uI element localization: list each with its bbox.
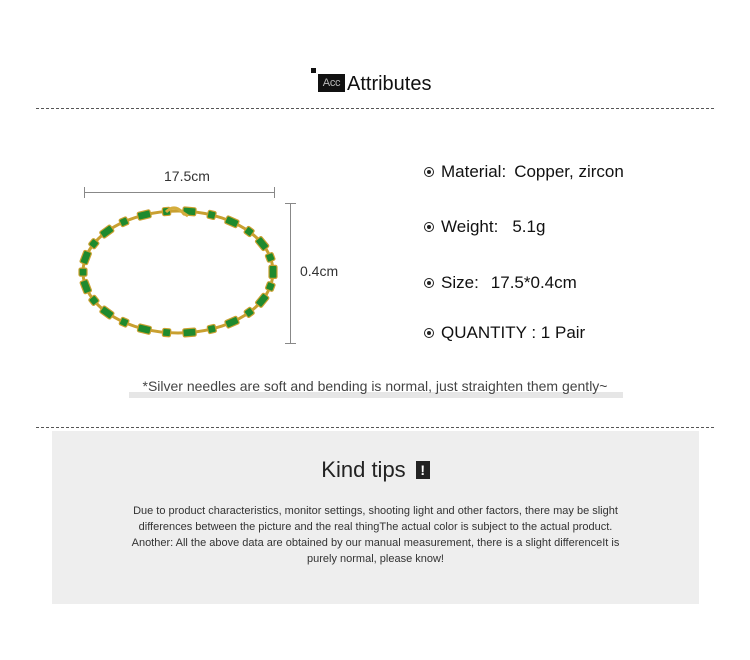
gem-stone	[80, 250, 92, 265]
height-dimension-label: 0.4cm	[300, 263, 339, 279]
spec-size-key: Size:	[441, 273, 479, 292]
tips-line: Due to product characteristics, monitor settings, shooting light and other factors, there may be slight	[133, 505, 618, 517]
tips-line: purely normal, please know!	[307, 553, 444, 565]
gem-stone	[79, 268, 87, 276]
header-decoration-dot	[311, 68, 316, 73]
bullet-icon	[424, 222, 434, 232]
gem-stone	[265, 252, 275, 262]
bracelet-image	[78, 200, 284, 346]
bullet-icon	[424, 167, 434, 177]
spec-quantity-key: QUANTITY : 1 Pair	[441, 323, 586, 342]
gem-stone	[119, 317, 130, 328]
gem-stone	[183, 328, 197, 337]
tips-line: differences between the picture and the real thingThe actual color is subject to the actual product.	[138, 521, 613, 533]
spec-weight	[424, 214, 545, 240]
width-dimension-label: 17.5cm	[164, 168, 210, 184]
spec-material	[424, 159, 624, 185]
spec-size-value: 17.5*0.4cm	[490, 273, 577, 292]
gem-stone	[80, 279, 92, 294]
spec-weight-key: Weight:	[441, 217, 499, 236]
kind-tips-panel	[52, 431, 699, 604]
gem-stone	[162, 328, 171, 337]
care-note: *Silver needles are soft and bending is normal, just straighten them gently~	[142, 378, 608, 394]
gem-stone	[224, 316, 239, 329]
gem-stone	[224, 216, 239, 229]
gem-stone	[137, 210, 152, 221]
gem-stone	[269, 265, 277, 278]
divider-top	[36, 108, 714, 109]
width-dimension-cap-left	[84, 187, 85, 198]
width-dimension-cap-right	[274, 187, 275, 198]
section-title: Attributes	[347, 73, 432, 95]
gem-stone	[137, 324, 152, 335]
height-dimension-cap-top	[285, 203, 296, 204]
kind-tips-heading	[52, 457, 699, 483]
spec-size	[424, 270, 577, 296]
spec-material-key: Material:	[441, 162, 507, 181]
gem-stone	[265, 281, 275, 291]
spec-material-value: Copper, zircon	[514, 162, 624, 181]
width-dimension-line	[84, 192, 275, 193]
spec-quantity	[424, 320, 585, 346]
tips-line: Another: All the above data are obtained by our manual measurement, there is a slight differenceIt is	[131, 537, 620, 549]
height-dimension-line	[290, 203, 291, 343]
spec-weight-value: 5.1g	[512, 217, 546, 236]
gem-stone	[207, 210, 217, 220]
gem-stone	[119, 217, 130, 228]
bullet-icon	[424, 328, 434, 338]
kind-tips-text	[92, 503, 659, 567]
kind-tips-title: Kind tips	[321, 457, 406, 482]
bullet-icon	[424, 278, 434, 288]
gem-stone	[207, 324, 217, 334]
divider-bottom	[36, 427, 714, 428]
exclamation-icon: !	[416, 461, 430, 479]
header-badge: Acc	[318, 74, 345, 92]
height-dimension-cap-bottom	[285, 343, 296, 344]
